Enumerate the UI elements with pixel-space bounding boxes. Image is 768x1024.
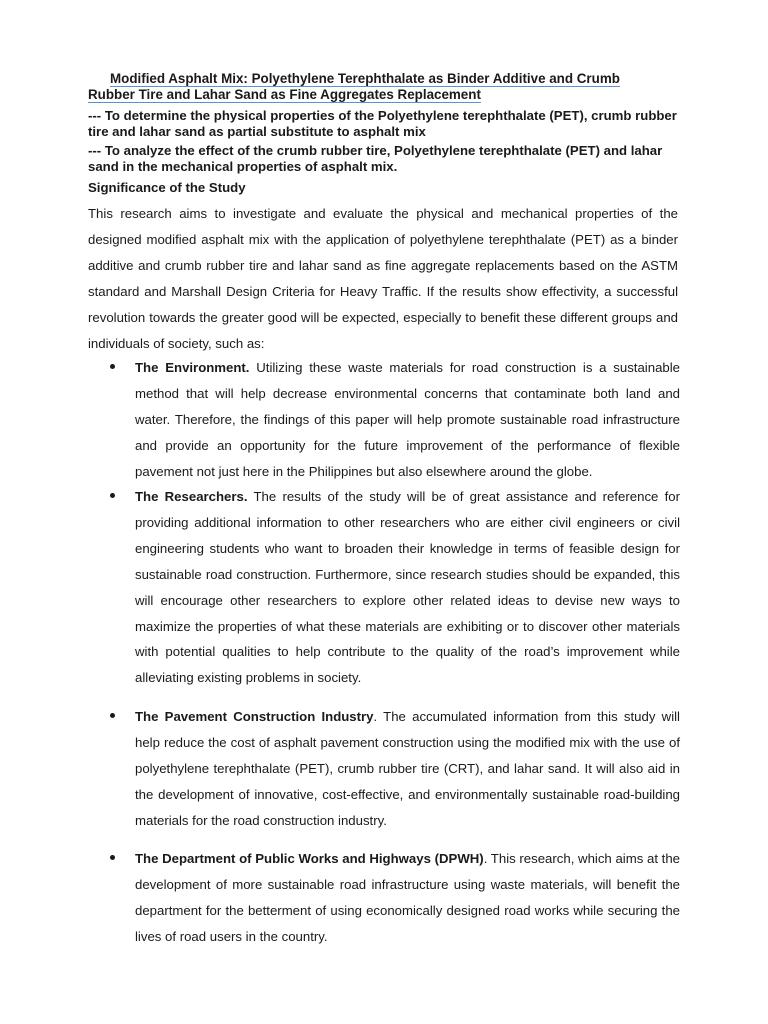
bullet-label: The Pavement Construction Industry (135, 709, 374, 724)
bullet-body: . This research, which aims at the development of more sustainable road infrastructure using waste materials, will benefit the department for the betterment of using economically designed road works while securing the lives of road users in the country. (135, 851, 681, 944)
bullet-text (135, 355, 680, 485)
bullet-body: Utilizing these waste materials for road construction is a sustainable method that will help decrease environmental concerns that contaminate both land and water. Therefore, the findings of this paper will help promote sustainable road infrastructure and provide an opportunity for the future improvement of the performance of flexible pavement not just here in the Philippines but also elsewhere around the globe. (135, 360, 680, 479)
bullet-dot-icon (110, 493, 115, 498)
bullet-dot-icon (110, 364, 115, 369)
bullet-body: . The accumulated information from this study will help reduce the cost of asphalt pavement construction using the modified mix with the use of polyethylene terephthalate (PET), crumb rubber tire (CRT), and lahar sand. It will also aid in the development of innovative, cost-effective, and environmentally sustainable road-building materials for the road construction industry. (135, 709, 680, 828)
objective-1: --- To determine the physical properties of the Polyethylene terephthalate (PET), crumb rubber tire and lahar sand as partial substitute to asphalt mix (88, 108, 677, 139)
intro-paragraph: This research aims to investigate and evaluate the physical and mechanical properties of the designed modified asphalt mix with the application of polyethylene terephthalate (PET) as a binder additive and crumb rubber tire and lahar sand as fine aggregate replacements based on the ASTM standard and Marshall Design Criteria for Heavy Traffic. If the results show effectivity, a successful revolution towards the greater good will be expected, especially to benefit these different groups and individuals of society, such as: (88, 206, 678, 352)
bullet-text (135, 484, 680, 691)
bullet-label: The Department of Public Works and Highways (DPWH) (135, 851, 484, 866)
section-heading: Significance of the Study (88, 180, 246, 195)
bullet-dot-icon (110, 713, 115, 718)
title-line-2: Rubber Tire and Lahar Sand as Fine Aggregates Replacement (88, 87, 481, 102)
bullet-text (135, 704, 680, 834)
bullet-label: The Environment. (135, 360, 250, 375)
bullet-text (135, 846, 680, 950)
title-line-1: Modified Asphalt Mix: Polyethylene Terephthalate as Binder Additive and Crumb (110, 71, 620, 86)
bullet-dot-icon (110, 855, 115, 860)
bullet-body: The results of the study will be of great assistance and reference for providing additional information to other researchers who are either civil engineers or civil engineering students who want to broaden their knowledge in terms of feasible design for sustainable road construction. Furthermore, since research studies should be expanded, this will encourage other researchers to explore other related ideas to devise new ways to maximize the properties of what these materials are exhibiting or to discover other materials with potential qualities to help contribute to the quality of the road’s improvement while alleviating existing problems in society. (135, 489, 680, 686)
objective-2: --- To analyze the effect of the crumb rubber tire, Polyethylene terephthalate (PET) and lahar sand in the mechanical properties of asphalt mix. (88, 143, 663, 174)
bullet-label: The Researchers. (135, 489, 248, 504)
document-title (88, 71, 688, 103)
